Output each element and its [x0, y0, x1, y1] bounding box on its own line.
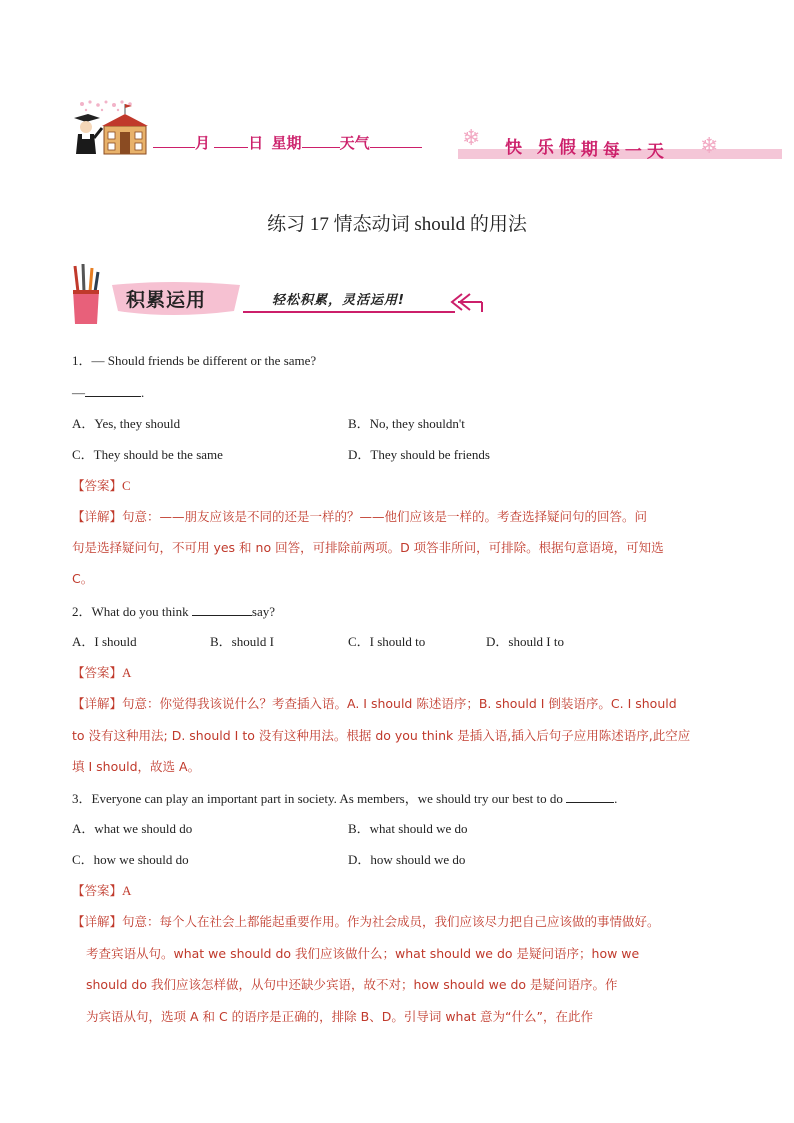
detail-text: 为宾语从句，选项 A 和 C 的语序是正确的，排除 B、D。引导词 what 意为“什么”，在此作: [86, 1009, 593, 1024]
detail-text: 句是选择疑问句，不可用 yes 和 no 回答，可排除前两项。D 项答非所问，可排除。根据句意语境，可知选: [72, 540, 664, 555]
date-weather-line: [153, 132, 422, 153]
slogan-char: 假: [558, 138, 576, 158]
question-stem: 1．— Should friends be different or the same?: [72, 353, 317, 368]
detail-label: 【详解】: [72, 509, 123, 524]
double-arrow-icon: [448, 290, 484, 314]
detail-text: 句意：每个人在社会上都能起重要作用。作为社会成员，我们应该尽力把自己应该做的事情做好。: [122, 914, 660, 929]
answer-line: [72, 477, 131, 495]
detail-text: 填 I should，故选 A。: [72, 759, 201, 774]
option-c: C．how we should do: [72, 852, 189, 867]
detail-text: C。: [72, 571, 94, 586]
fill-blank: [192, 602, 252, 616]
answer-line: [72, 882, 131, 900]
fill-blank: [566, 789, 614, 803]
detail-text: 考查宾语从句。what we should do 我们应该做什么；what should we do 是疑问语序；how we: [86, 946, 640, 961]
option-a: A．what we should do: [72, 821, 193, 836]
detail-label: 【详解】: [72, 914, 123, 929]
stem-text: .: [614, 791, 618, 806]
option-b: B．should I: [210, 634, 274, 649]
option-d: D．should I to: [486, 634, 565, 649]
date-weather-label: 天气: [339, 135, 370, 152]
page-title: 练习 17 情态动词 should 的用法: [267, 214, 527, 235]
answer-blank-line: [72, 383, 144, 402]
section-subtitle: 轻松积累，灵活运用!: [272, 293, 405, 308]
section-underline: [243, 311, 455, 313]
snowflake-icon: ❄: [462, 126, 481, 151]
graduate-school-illustration: [68, 98, 150, 158]
stem-text: say?: [251, 604, 275, 619]
answer-value: A: [122, 665, 132, 680]
answer-line: [72, 664, 131, 682]
slogan-char: 天: [646, 142, 664, 162]
holiday-slogan: [505, 133, 669, 162]
period: .: [141, 385, 145, 400]
option-c: C．They should be the same: [72, 447, 223, 462]
stem-text: 3．Everyone can play an important part in society. As members，we should try our best to do: [72, 791, 563, 806]
detail-line: [72, 913, 660, 931]
option-c: C．I should to: [348, 634, 426, 649]
pencil-cup-icon: [70, 262, 102, 326]
section-title: 积累运用: [126, 289, 207, 311]
slogan-char: 每: [602, 141, 620, 161]
fill-blank: [85, 383, 141, 397]
date-month-label: 月: [195, 135, 211, 152]
option-d: D．They should be friends: [348, 447, 490, 462]
option-a: A．Yes, they should: [72, 416, 181, 431]
stem-text: 2．What do you think: [72, 604, 189, 619]
detail-line: [72, 695, 677, 713]
detail-line: [72, 508, 647, 526]
slogan-char: 期: [580, 140, 598, 160]
graduate-icon: [74, 114, 102, 154]
option-d: D．how should we do: [348, 852, 466, 867]
slogan-char: 一: [624, 142, 642, 162]
answer-value: C: [122, 478, 131, 493]
date-day-label: 日: [248, 135, 264, 152]
answer-label: 【答案】: [72, 883, 123, 898]
detail-label: 【详解】: [72, 696, 123, 711]
snowflake-icon: ❄: [700, 134, 719, 159]
slogan-char: 乐: [536, 138, 554, 158]
option-b: B．No, they shouldn't: [348, 416, 465, 431]
option-a: A．I should: [72, 634, 137, 649]
question-stem: [72, 602, 275, 621]
answer-label: 【答案】: [72, 478, 123, 493]
slogan-char: 快: [505, 138, 522, 158]
snowflake-icon: [80, 100, 132, 111]
option-b: B．what should we do: [348, 821, 468, 836]
detail-text: 句意：——朋友应该是不同的还是一样的？——他们应该是一样的。考查选择疑问句的回答。问: [122, 509, 648, 524]
detail-text: to 没有这种用法; D. should I to 没有这种用法。根据 do you think 是插入语,插入后句子应用陈述语序,此空应: [72, 728, 691, 743]
answer-value: A: [122, 883, 132, 898]
dash: —: [72, 385, 85, 400]
date-weekday-label: 星期: [271, 135, 302, 152]
question-stem: [72, 789, 617, 808]
answer-label: 【答案】: [72, 665, 123, 680]
school-building-icon: [102, 104, 148, 154]
detail-text: should do 我们应该怎样做，从句中还缺少宾语，故不对；how should we do 是疑问语序。作: [86, 977, 618, 992]
detail-text: 句意：你觉得我该说什么？考查插入语。A. I should 陈述语序；B. should I 倒装语序。C. I should: [122, 696, 677, 711]
